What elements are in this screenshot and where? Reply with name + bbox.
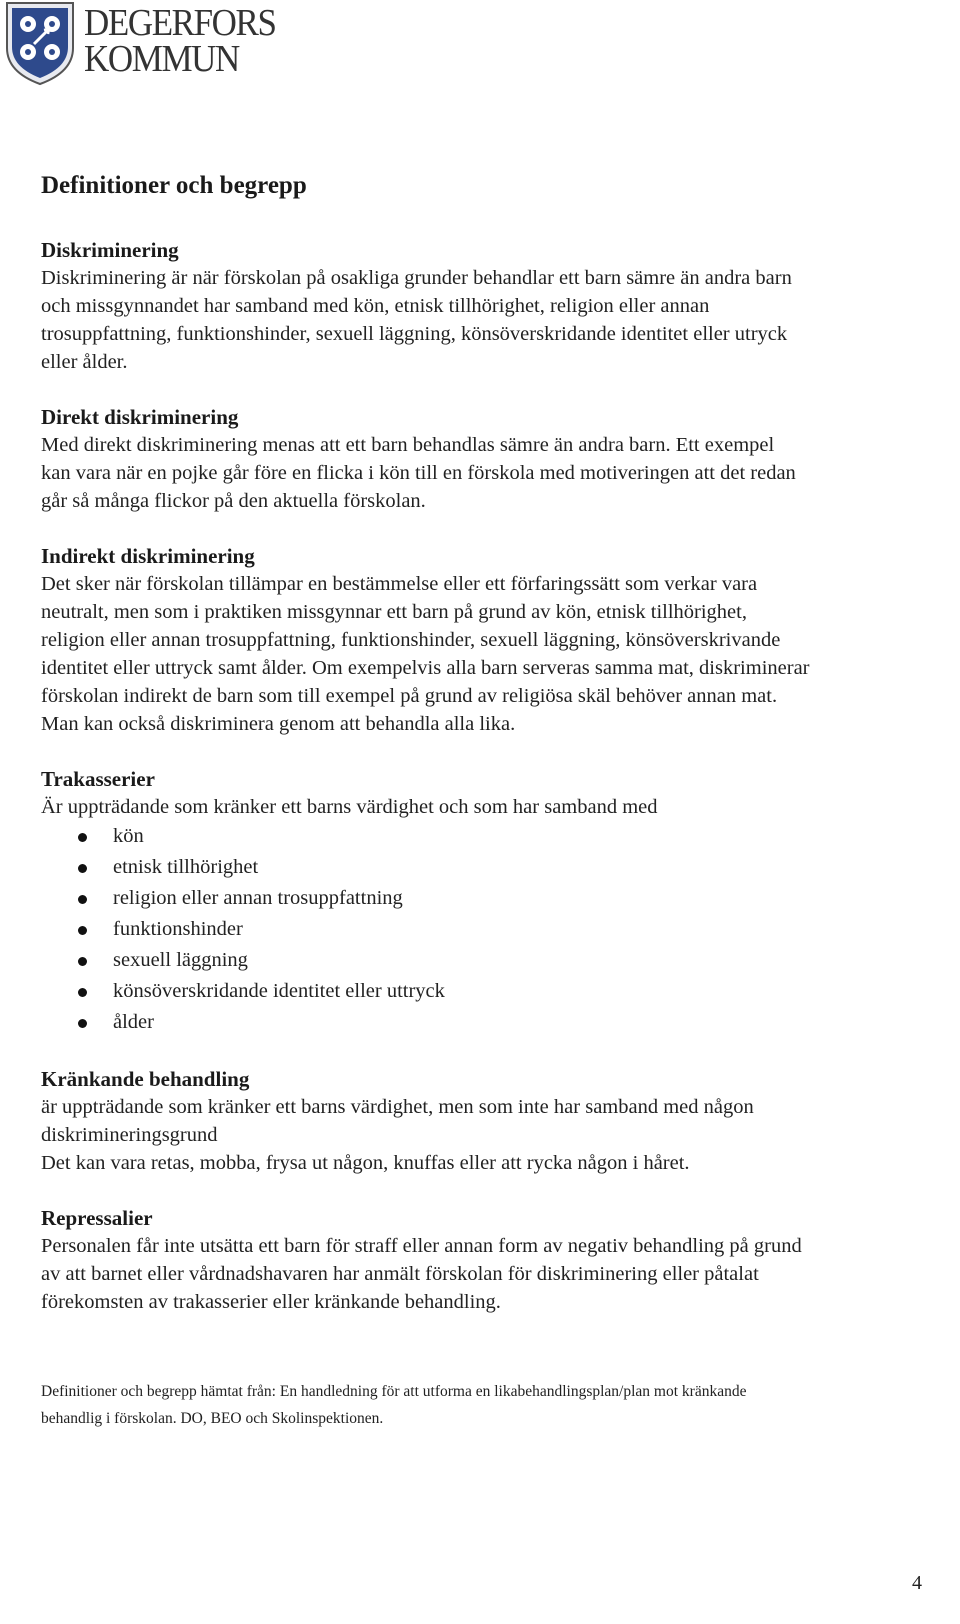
section-heading: Kränkande behandling	[41, 1067, 250, 1091]
paragraph-line: Man kan också diskriminera genom att behandla alla lika.	[41, 713, 516, 735]
bullet-icon	[78, 1019, 87, 1028]
footnote-line: Definitioner och begrepp hämtat från: En handledning för att utforma en likabehandlingsplan/plan mot kränkande	[41, 1383, 747, 1400]
section-diskriminering	[41, 236, 936, 376]
paragraph-line: Med direkt diskriminering menas att ett barn behandlas sämre än andra barn. Ett exempel	[41, 434, 775, 456]
bullet-icon	[78, 988, 87, 997]
paragraph-line: neutralt, men som i praktiken missgynnar ett barn på grund av kön, etnisk tillhörighet,	[41, 601, 747, 623]
section-trakasserier	[41, 765, 936, 1038]
logo-text-line2: KOMMUN	[84, 38, 239, 80]
list-item-text: religion eller annan trosuppfattning	[113, 887, 403, 909]
paragraph-line: förskolan indirekt de barn som till exempel på grund av religiösa skäl behöver annan mat.	[41, 685, 778, 707]
bullet-icon	[78, 926, 87, 935]
list-item-text: ålder	[113, 1011, 154, 1033]
page-number: 4	[912, 1572, 922, 1594]
paragraph-line: förekomsten av trakasserier eller kränkande behandling.	[41, 1291, 501, 1313]
municipality-logo	[4, 0, 304, 90]
logo-text-line1: DEGERFORS	[84, 2, 276, 44]
paragraph-line: eller ålder.	[41, 351, 128, 373]
paragraph-line: identitet eller uttryck samt ålder. Om exempelvis alla barn serveras samma mat, diskriminerar	[41, 657, 810, 679]
paragraph-line: trosuppfattning, funktionshinder, sexuell läggning, könsöverskridande identitet eller utryck	[41, 323, 788, 345]
paragraph-line: Det sker när förskolan tillämpar en bestämmelse eller ett förfaringssätt som verkar vara	[41, 573, 758, 595]
list-item	[41, 945, 936, 976]
paragraph-line: av att barnet eller vårdnadshavaren har anmält förskolan för diskriminering eller påtalat	[41, 1263, 759, 1285]
list-item	[41, 914, 936, 945]
paragraph-line: Är uppträdande som kränker ett barns värdighet och som har samband med	[41, 796, 658, 818]
footnote-line: behandlig i förskolan. DO, BEO och Skolinspektionen.	[41, 1410, 384, 1427]
list-item-text: sexuell läggning	[113, 949, 248, 971]
section-heading: Diskriminering	[41, 238, 179, 262]
page-title: Definitioner och begrepp	[41, 172, 307, 199]
bullet-icon	[78, 864, 87, 873]
section-repressalier	[41, 1204, 936, 1316]
paragraph-line: religion eller annan trosuppfattning, funktionshinder, sexuell läggning, könsöverskrivande	[41, 629, 781, 651]
list-item	[41, 976, 936, 1007]
list-item	[41, 852, 936, 883]
paragraph-line: Personalen får inte utsätta ett barn för straff eller annan form av negativ behandling på grund	[41, 1235, 802, 1257]
list-item-text: kön	[113, 825, 144, 847]
section-heading: Trakasserier	[41, 767, 155, 791]
paragraph-line: och missgynnandet har samband med kön, etnisk tillhörighet, religion eller annan	[41, 295, 710, 317]
section-direkt-diskriminering	[41, 403, 936, 515]
section-krankande-behandling	[41, 1065, 936, 1177]
list-item	[41, 821, 936, 852]
list-item	[41, 1007, 936, 1038]
ground-list	[41, 821, 936, 1038]
bullet-icon	[78, 833, 87, 842]
paragraph-line: kan vara när en pojke går före en flicka i kön till en förskola med motiveringen att det redan	[41, 462, 796, 484]
bullet-icon	[78, 895, 87, 904]
coat-of-arms-icon	[4, 0, 76, 86]
section-heading: Repressalier	[41, 1206, 153, 1230]
list-item	[41, 883, 936, 914]
paragraph-line: Diskriminering är när förskolan på osakliga grunder behandlar ett barn sämre än andra barn	[41, 267, 792, 289]
bullet-icon	[78, 957, 87, 966]
section-indirekt-diskriminering	[41, 542, 936, 738]
list-item-text: funktionshinder	[113, 918, 243, 940]
paragraph-line: går så många flickor på den aktuella förskolan.	[41, 490, 426, 512]
list-item-text: könsöverskridande identitet eller uttryck	[113, 980, 445, 1002]
paragraph-line: Det kan vara retas, mobba, frysa ut någon, knuffas eller att rycka någon i håret.	[41, 1152, 690, 1174]
section-heading: Indirekt diskriminering	[41, 544, 255, 568]
paragraph-line: diskrimineringsgrund	[41, 1124, 218, 1146]
list-item-text: etnisk tillhörighet	[113, 856, 259, 878]
main-content	[41, 170, 936, 1343]
paragraph-line: är uppträdande som kränker ett barns värdighet, men som inte har samband med någon	[41, 1096, 754, 1118]
section-heading: Direkt diskriminering	[41, 405, 239, 429]
source-footnote	[41, 1378, 921, 1432]
